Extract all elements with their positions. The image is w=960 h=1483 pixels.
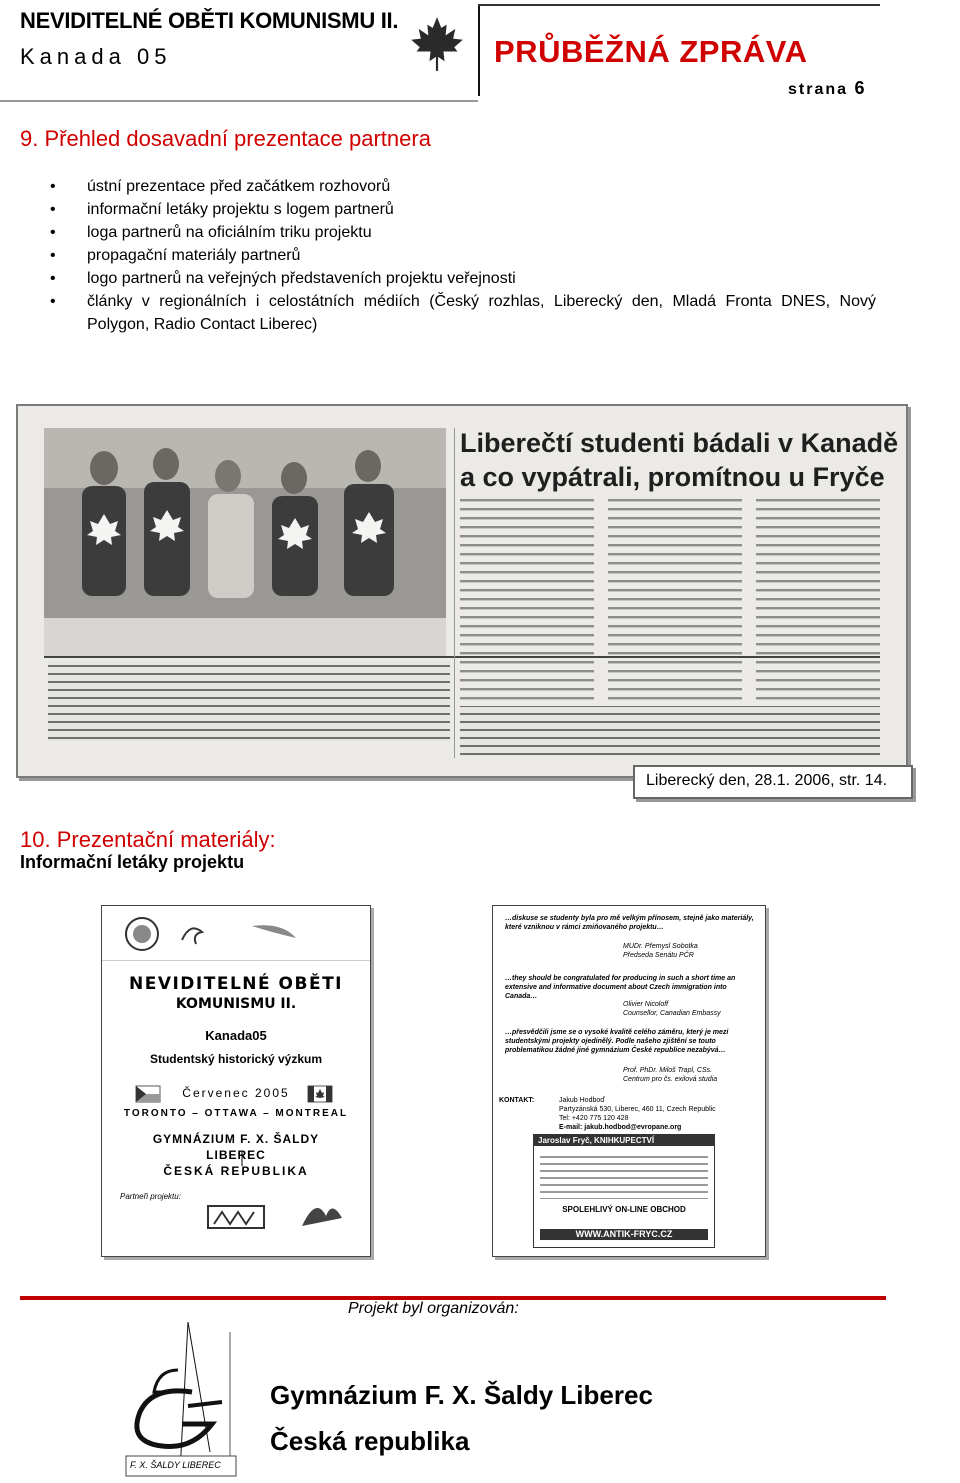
leaflet-left-school-2: LIBEREC bbox=[206, 1148, 266, 1162]
footer-logo-text: F. X. ŠALDY LIBEREC bbox=[130, 1460, 221, 1470]
leaflet-contact-1: Jakub Hodboď bbox=[559, 1097, 605, 1104]
leaflet-left-school-3: ČESKÁ REPUBLIKA bbox=[163, 1164, 309, 1178]
section-10-title: 10. Prezentační materiály: bbox=[20, 827, 276, 852]
bullet-icon: • bbox=[50, 224, 56, 241]
list-item: • informační letáky projektu s logem partnerů bbox=[50, 198, 876, 221]
page-label: strana bbox=[788, 81, 849, 98]
ad-shop: SPOLEHLIVÝ ON-LINE OBCHOD bbox=[562, 1205, 686, 1214]
presentation-list bbox=[50, 175, 876, 336]
leaflet-left-title-2: KOMUNISMU II. bbox=[175, 996, 297, 1012]
ad-text-block bbox=[540, 1151, 708, 1199]
leaflet-author-2: Olivier Nicoloff bbox=[623, 1001, 669, 1008]
newspaper-headline-1: Liberečtí studenti bádali v Kanadě bbox=[460, 428, 899, 458]
newspaper-caption: Liberecký den, 28.1. 2006, str. 14. bbox=[646, 772, 888, 789]
list-item: • logo partnerů na veřejných představeních projektu veřejnosti bbox=[50, 267, 876, 290]
page-indicator bbox=[788, 78, 865, 99]
header-title: NEVIDITELNÉ OBĚTI KOMUNISMU II. bbox=[20, 8, 399, 33]
leaflet-role-2: Counsellor, Canadian Embassy bbox=[623, 1010, 721, 1017]
list-item: • loga partnerů na oficiálním triku projektu bbox=[50, 221, 876, 244]
ad-title: Jaroslav Fryč, KNIHKUPECTVÍ bbox=[534, 1135, 714, 1146]
bullet-icon: • bbox=[50, 247, 56, 264]
leaflet-left-cities: TORONTO – OTTAWA – MONTREAL bbox=[123, 1108, 349, 1119]
list-item: • propagační materiály partnerů bbox=[50, 244, 876, 267]
section-10-subtitle: Informační letáky projektu bbox=[20, 852, 245, 872]
leaflet-contact-4: E-mail: jakub.hodbod@evropane.org bbox=[559, 1124, 682, 1131]
footer-country: Česká republika bbox=[270, 1426, 470, 1456]
leaflet-left-date: Červenec 2005 bbox=[182, 1086, 290, 1100]
leaflet-role-3: Centrum pro čs. exilová studia bbox=[623, 1076, 718, 1083]
header-divider-vertical bbox=[478, 4, 480, 96]
antique-shop-ad bbox=[533, 1134, 715, 1248]
leaflet-back bbox=[492, 905, 766, 1257]
footer-school-name: Gymnázium F. X. Šaldy Liberec bbox=[270, 1380, 653, 1410]
bullet-icon: • bbox=[50, 178, 56, 195]
newspaper-clipping bbox=[16, 404, 908, 778]
header-bottom-rule bbox=[0, 100, 960, 102]
ad-web: WWW.ANTIK-FRYC.CZ bbox=[540, 1229, 708, 1240]
leaflet-left-title-1: NEVIDITELNÉ OBĚTI bbox=[128, 974, 343, 994]
leaflet-front bbox=[101, 905, 371, 1257]
leaflet-left-school-1: GYMNÁZIUM F. X. ŠALDY bbox=[152, 1132, 320, 1146]
list-item: • ústní prezentace před začátkem rozhovorů bbox=[50, 175, 876, 198]
list-item: • články v regionálních i celostátních médiích (Český rozhlas, Liberecký den, Mladá Fronta DNES, Nový Polygon, Radio Contact Liberec) bbox=[50, 290, 876, 336]
leaflet-left-partners: Partneři projektu: bbox=[120, 1192, 181, 1201]
leaflet-contact-3: Tel: +420 775 120 428 bbox=[559, 1115, 629, 1122]
leaflet-contact-2: Partyzánská 530, Liberec, 460 11, Czech Republic bbox=[559, 1106, 716, 1113]
leaflet-author-1: MUDr. Přemysl Sobotka bbox=[623, 943, 698, 950]
leaflet-quote-2: …they should be congratulated for producing in such a short time an extensive and informative document about Czech immigration into Canada… bbox=[505, 975, 736, 1000]
report-title: PRŮBĚŽNÁ ZPRÁVA bbox=[494, 34, 808, 69]
page-number: 6 bbox=[854, 78, 865, 98]
header-divider-horizontal bbox=[478, 4, 880, 6]
leaflet-quote-3: …přesvědčili jsme se o vysoké kvalitě celého záměru, který je mezi studentskými projekty ojedinělý. Podle našeho zjištění se touto problematikou žádné jiné gymnázium České republice nezabývá… bbox=[505, 1029, 729, 1054]
bullet-icon: • bbox=[50, 270, 56, 287]
leaflet-left-line-1: Kanada05 bbox=[205, 1028, 267, 1043]
section-9-title: 9. Přehled dosavadní prezentace partnera bbox=[20, 126, 431, 151]
leaflet-author-3: Prof. PhDr. Miloš Trapl, CSs. bbox=[623, 1067, 713, 1074]
leaflet-left-line-2: Studentský historický výzkum bbox=[149, 1052, 323, 1066]
leaflet-contact-label: KONTAKT: bbox=[499, 1097, 535, 1104]
leaflet-role-1: Předseda Senátu PČR bbox=[623, 952, 694, 959]
bullet-icon: • bbox=[50, 201, 56, 218]
maple-leaf-icon bbox=[410, 16, 464, 72]
newspaper-headline-2: a co vypátrali, promítnou u Fryče bbox=[460, 462, 885, 492]
bullet-icon: • bbox=[50, 293, 56, 310]
school-logo-icon bbox=[118, 1322, 268, 1477]
leaflet-quote-1: …diskuse se studenty byla pro mě velkým přínosem, stejně jako materiály, které vzniknou v rámci zmiňovaného projektu… bbox=[505, 915, 754, 931]
newspaper-photo bbox=[18, 406, 906, 776]
footer-organizer-label: Projekt byl organizován: bbox=[348, 1300, 519, 1317]
header-subtitle: Kanada 05 bbox=[20, 44, 172, 69]
